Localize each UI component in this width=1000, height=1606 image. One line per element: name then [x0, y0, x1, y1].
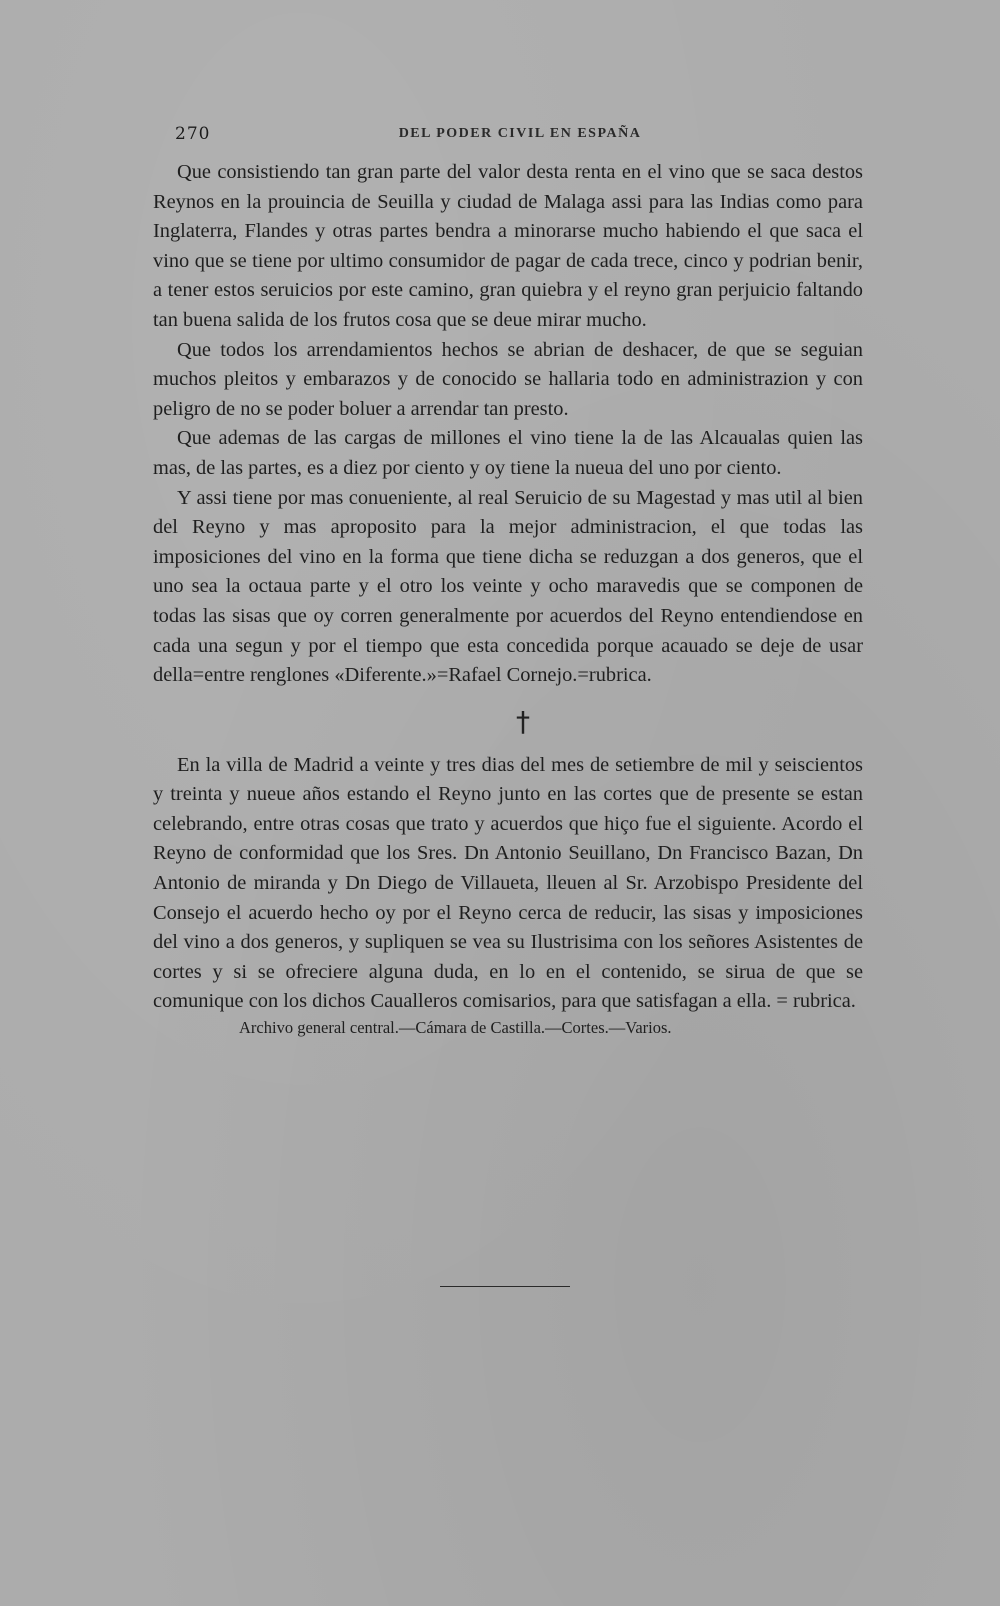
paragraph-act: En la villa de Madrid a veinte y tres dias del mes de setiembre de mil y seiscientos y treinta y nueue años estando el Reyno junto en las cortes que de presente se estan celebrando, entre otras cosas que trato y acuerdos que hiço fue el siguiente. Acordo el Reyno de conformidad que los Sres. Dn Antonio Seuillano, Dn Francisco Bazan, Dn Antonio de miranda y Dn Diego de Villaueta, lleuen al Sr. Arzobispo Presidente del Consejo el acuerdo hecho oy por el Reyno cerca de reducir, las sisas y imposiciones del vino a dos generos, y supliquen se vea su Ilustrisima con los señores Asistentes de cortes y si se ofreciere alguna duda, en lo en el contenido, se sirua de que se comunique con los dichos Caualleros comisarios, para que satisfagan a ella. = rubrica. — [153, 753, 863, 1013]
page-number: 270 — [175, 124, 211, 144]
source-note: Archivo general central.—Cámara de Castilla.—Cortes.—Varios. — [239, 1018, 672, 1038]
paragraph-3: Que ademas de las cargas de millones el vino tiene la de las Alcaualas quien las mas, de las partes, es a diez por ciento y oy tiene la nueua del uno por ciento. — [153, 427, 863, 479]
closing-rule — [440, 1286, 570, 1287]
paragraph-2: Que todos los arrendamientos hechos se abrian de deshacer, de que se seguian muchos pleitos y embarazos y de conocido se hallaria todo en administrazion y con peligro de no se poder boluer a arrendar tan presto. — [153, 338, 863, 420]
cross-symbol: † — [516, 704, 530, 738]
running-title: DEL PODER CIVIL EN ESPAÑA — [398, 126, 642, 141]
page-header — [175, 124, 865, 148]
body-text — [153, 158, 863, 1039]
paragraph-1: Que consistiendo tan gran parte del valor desta renta en el vino que se saca destos Reynos en la prouincia de Seuilla y ciudad de Malaga assi para las Indias como para Inglaterra, Flandes y otras partes bendra a minorarse mucho habiendo el que saca el vino que se tiene por ultimo consumidor de pagar de cada trece, cinco y podrian benir, a tener estos seruicios por este camino, gran quiebra y el reyno gran perjuicio faltando tan buena salida de los frutos cosa que se deue mirar mucho. — [153, 161, 863, 331]
paragraph-4: Y assi tiene por mas conueniente, al real Seruicio de su Magestad y mas util al bien del Reyno y mas aproposito para la mejor administracion, el que todas las imposiciones del vino en la forma que tiene dicha se reduzgan a dos generos, que el uno sea la octaua parte y el otro los veinte y ocho maravedis que se componen de todas las sisas que oy corren generalmente por acuerdos del Reyno entendiendose en cada una segun y por el tiempo que esta concedida porque acauado se deje de usar della=entre renglones «Diferente.»=Rafael Cornejo.=rubrica. — [153, 486, 863, 687]
